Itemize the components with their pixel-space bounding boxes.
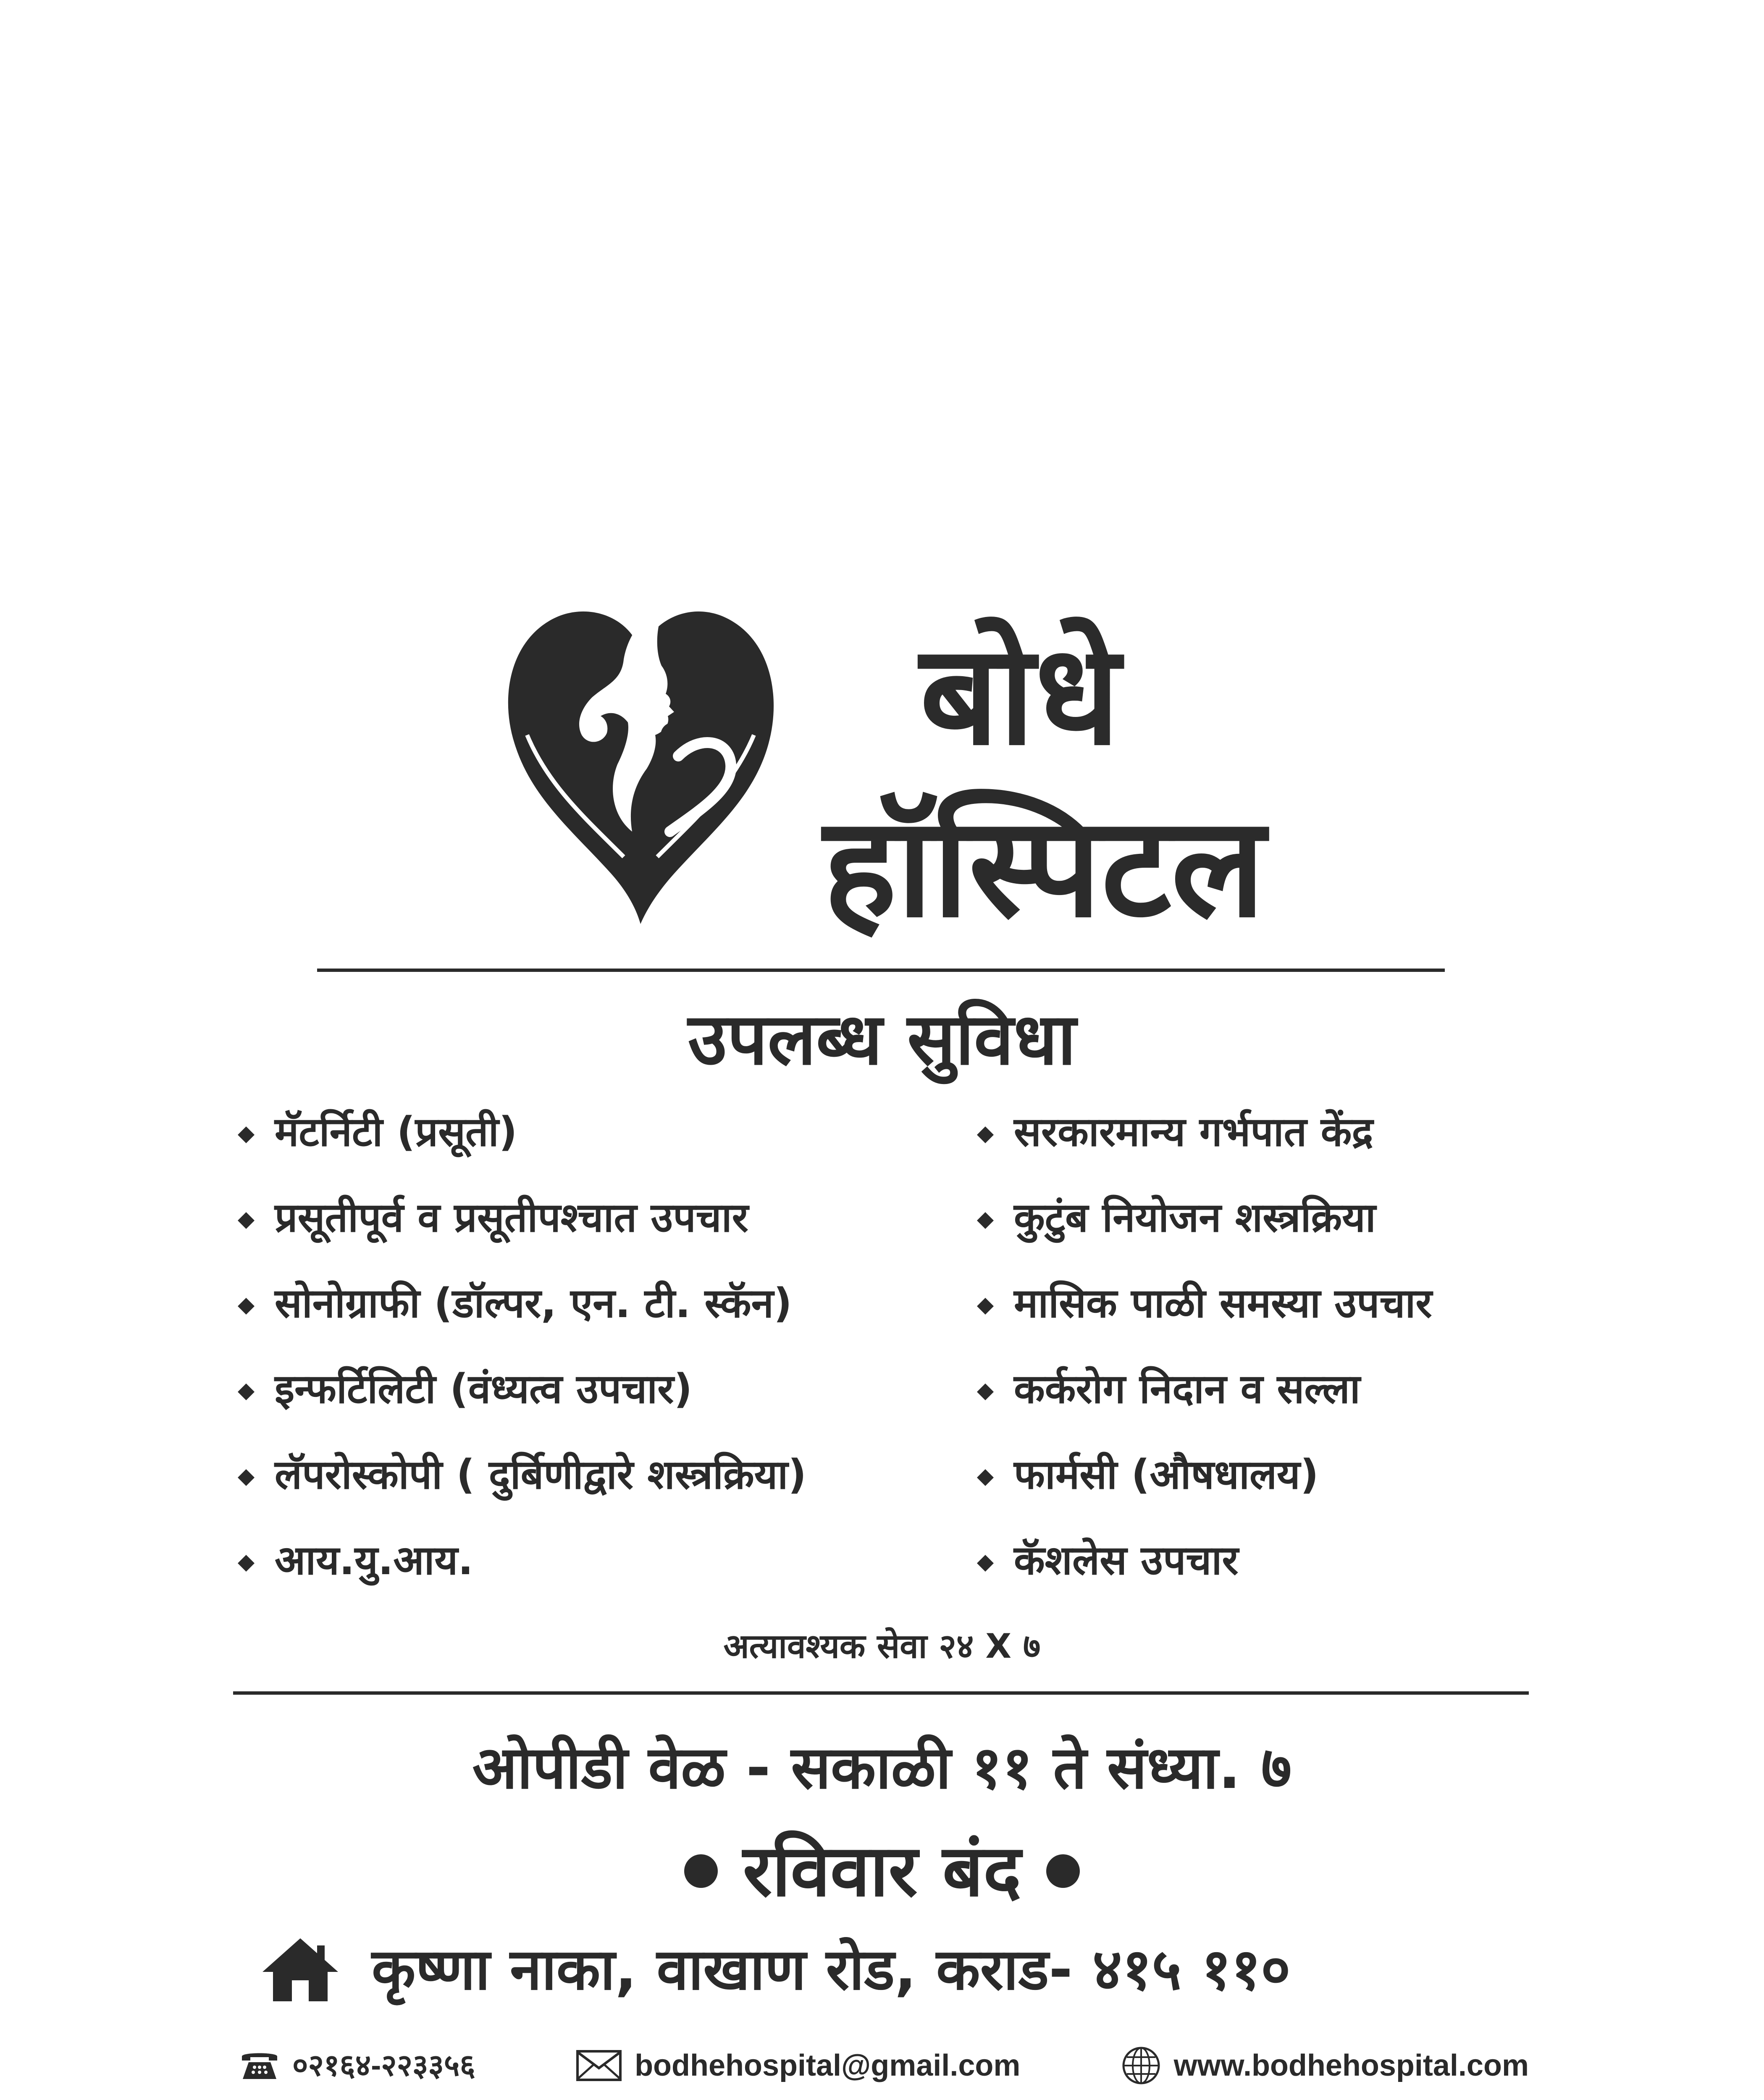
phone-number[interactable]: ०२१६४-२२३३५६	[292, 2049, 475, 2082]
facility-label: सरकारमान्य गर्भपात केंद्र	[1014, 1108, 1373, 1155]
facility-label: मॅटर्निटी (प्रसूती)	[275, 1108, 517, 1155]
facilities-heading: उपलब्ध सुविधा	[688, 998, 1076, 1081]
dot-icon	[684, 1854, 718, 1888]
facilities-left-column	[235, 1109, 806, 1623]
facility-label: कुटुंब नियोजन शस्त्रक्रिया	[1014, 1194, 1376, 1241]
emergency-service-note: अत्यावश्यक सेवा २४ X ७	[723, 1627, 1041, 1666]
facility-label: इन्फर्टिलिटी (वंध्यत्व उपचार)	[275, 1365, 693, 1412]
facility-item	[974, 1280, 1432, 1366]
facility-label: लॅपरोस्कोपी ( दुर्बिणीद्वारे शस्त्रक्रिया)	[275, 1451, 807, 1498]
facility-item	[235, 1194, 806, 1280]
website-contact	[1121, 2045, 1529, 2086]
email-contact	[576, 2050, 1020, 2082]
sunday-closed-text: रविवार बंद	[743, 1830, 1021, 1913]
bullet-icon	[977, 1469, 994, 1486]
facility-item	[974, 1452, 1432, 1537]
bullet-icon	[977, 1126, 994, 1143]
phone-contact	[239, 2050, 475, 2081]
home-icon	[260, 1936, 340, 2003]
bullet-icon	[238, 1298, 255, 1315]
bullet-icon	[977, 1555, 994, 1572]
email-icon	[576, 2050, 622, 2082]
bullet-icon	[238, 1383, 255, 1400]
bullet-icon	[238, 1555, 255, 1572]
facility-label: आय.यु.आय.	[275, 1537, 473, 1584]
bullet-icon	[238, 1469, 255, 1486]
address-text: कृष्णा नाका, वाखाण रोड, कराड- ४१५ ११०	[372, 1937, 1291, 2003]
facility-label: मासिक पाळी समस्या उपचार	[1014, 1280, 1432, 1327]
globe-icon	[1121, 2045, 1161, 2086]
bullet-icon	[977, 1298, 994, 1315]
bullet-icon	[238, 1126, 255, 1143]
brand-name-line-2: हॉस्पिटल	[823, 787, 1265, 948]
facility-label: कर्करोग निदान व सल्ला	[1014, 1365, 1360, 1412]
bullet-icon	[977, 1383, 994, 1400]
facility-label: प्रसूतीपूर्व व प्रसूतीपश्चात उपचार	[275, 1194, 748, 1241]
dot-icon	[1046, 1854, 1080, 1888]
facility-item	[235, 1452, 806, 1537]
contact-row	[239, 2045, 1529, 2086]
divider-top	[317, 969, 1445, 972]
phone-icon	[239, 2050, 280, 2081]
brand-name-line-1: बोधे	[920, 614, 1120, 776]
bullet-icon	[238, 1212, 255, 1229]
facility-item	[974, 1194, 1432, 1280]
address-row	[260, 1936, 1291, 2003]
facility-label: सोनोग्राफी (डॉल्पर, एन. टी. स्कॅन)	[275, 1280, 792, 1327]
facility-label: कॅशलेस उपचार	[1014, 1537, 1239, 1584]
sunday-closed-row	[0, 1830, 1764, 1913]
facility-item	[235, 1109, 806, 1194]
facility-item	[235, 1366, 806, 1452]
divider-bottom	[233, 1691, 1529, 1695]
facility-item	[974, 1537, 1432, 1623]
website-url[interactable]: www.bodhehospital.com	[1173, 2049, 1529, 2082]
facilities-right-column	[974, 1109, 1432, 1623]
hospital-logo-icon	[502, 596, 779, 924]
facility-item	[235, 1280, 806, 1366]
facility-item	[235, 1537, 806, 1623]
email-address[interactable]: bodhehospital@gmail.com	[635, 2049, 1021, 2082]
bullet-icon	[977, 1212, 994, 1229]
facility-item	[974, 1109, 1432, 1194]
opd-timing: ओपीडी वेळ - सकाळी ११ ते संध्या. ७	[472, 1734, 1292, 1802]
facility-label: फार्मसी (औषधालय)	[1014, 1451, 1319, 1498]
facility-item	[974, 1366, 1432, 1452]
